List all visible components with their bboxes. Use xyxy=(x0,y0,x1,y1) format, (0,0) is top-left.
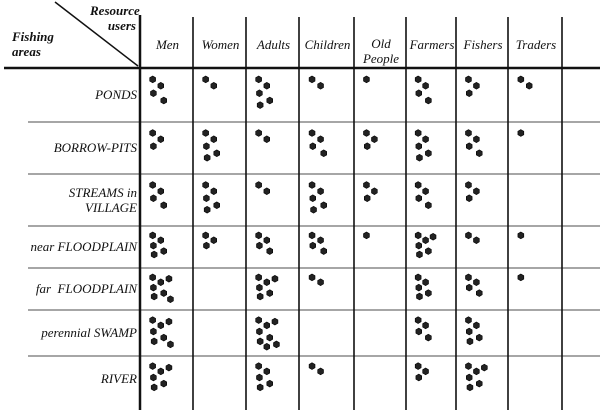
row-label-text: far FLOODPLAIN xyxy=(35,281,137,296)
user-dot xyxy=(423,322,429,329)
user-dot xyxy=(150,232,156,239)
user-dot xyxy=(309,232,315,239)
user-dot xyxy=(474,136,480,143)
user-dot xyxy=(476,380,482,387)
user-dot xyxy=(151,90,157,97)
user-dot xyxy=(151,251,157,258)
user-dot xyxy=(168,341,174,348)
user-dot xyxy=(321,150,327,157)
user-dot xyxy=(151,242,157,249)
user-dot xyxy=(417,154,423,161)
user-dot xyxy=(425,97,431,104)
user-dot xyxy=(518,130,524,137)
user-dot xyxy=(256,274,262,281)
column-header-label: Children xyxy=(304,37,351,52)
user-dot xyxy=(416,195,422,202)
user-dot xyxy=(211,136,217,143)
user-dot xyxy=(257,384,263,391)
user-dot xyxy=(257,102,263,109)
user-dot xyxy=(267,380,273,387)
user-dot xyxy=(416,284,422,291)
user-dot xyxy=(466,76,472,83)
user-dot xyxy=(151,195,157,202)
corner-label-resource-users xyxy=(90,3,140,33)
user-dot xyxy=(364,143,370,150)
user-dot xyxy=(264,188,270,195)
user-dot xyxy=(264,368,270,375)
user-dot xyxy=(416,90,422,97)
user-dot xyxy=(150,182,156,189)
user-dot xyxy=(158,237,164,244)
user-dot xyxy=(466,195,472,202)
user-dot xyxy=(151,328,157,335)
user-dot xyxy=(158,136,164,143)
user-dot xyxy=(211,188,217,195)
user-dot xyxy=(158,188,164,195)
column-header xyxy=(301,37,354,52)
user-dot xyxy=(318,368,324,375)
user-dot xyxy=(256,363,262,370)
user-dot xyxy=(318,188,324,195)
column-header xyxy=(510,37,562,52)
row-label xyxy=(41,325,137,340)
user-dot xyxy=(257,338,263,345)
user-dot xyxy=(415,76,421,83)
user-dot xyxy=(168,296,174,303)
user-dot xyxy=(417,293,423,300)
user-dot xyxy=(526,82,532,89)
user-dot xyxy=(257,242,263,249)
user-dot xyxy=(257,374,263,381)
user-dot xyxy=(257,328,263,335)
user-dot xyxy=(203,232,209,239)
user-dot xyxy=(423,279,429,286)
user-dot xyxy=(264,322,270,329)
user-dot xyxy=(466,130,472,137)
user-dot xyxy=(309,363,315,370)
user-dot xyxy=(415,232,421,239)
user-dot xyxy=(310,143,316,150)
corner-label-fishing-areas xyxy=(12,29,54,59)
user-dot xyxy=(425,150,431,157)
row-label-text: perennial SWAMP xyxy=(41,325,137,340)
user-dot xyxy=(203,182,209,189)
user-dot xyxy=(204,242,210,249)
user-dot xyxy=(256,130,262,137)
user-dot xyxy=(518,76,524,83)
user-dot xyxy=(467,338,473,345)
user-dot xyxy=(466,328,472,335)
user-dot xyxy=(150,130,156,137)
user-dot xyxy=(151,284,157,291)
user-dot xyxy=(267,97,273,104)
row-label xyxy=(101,371,137,386)
user-dot xyxy=(321,202,327,209)
user-dot xyxy=(321,248,327,255)
user-dot xyxy=(274,341,280,348)
user-dot xyxy=(430,233,436,240)
column-header-label-line2: People xyxy=(362,51,400,66)
row-label-text: near FLOODPLAIN xyxy=(30,239,137,254)
user-dot xyxy=(211,237,217,244)
user-dot xyxy=(309,182,315,189)
user-dot xyxy=(415,274,421,281)
user-dot xyxy=(151,338,157,345)
user-dot xyxy=(474,279,480,286)
user-dot xyxy=(467,384,473,391)
user-dot xyxy=(318,237,324,244)
row-label-text-line2: VILLAGE xyxy=(85,200,137,215)
user-dot xyxy=(203,76,209,83)
user-dot xyxy=(214,202,220,209)
user-dot xyxy=(474,368,480,375)
user-dot xyxy=(267,248,273,255)
user-dot xyxy=(518,232,524,239)
user-dot xyxy=(372,188,378,195)
user-dot xyxy=(518,274,524,281)
user-dot xyxy=(423,237,429,244)
user-dot xyxy=(466,317,472,324)
user-dot xyxy=(423,82,429,89)
user-dot xyxy=(310,242,316,249)
user-dot xyxy=(474,188,480,195)
user-dot xyxy=(423,188,429,195)
user-dot xyxy=(318,82,324,89)
row-label-text: STREAMS in xyxy=(68,185,137,200)
user-dot xyxy=(364,76,370,83)
user-dot xyxy=(158,279,164,286)
user-dot xyxy=(203,130,209,137)
user-dot xyxy=(166,364,172,371)
user-dot xyxy=(425,202,431,209)
user-dot xyxy=(264,136,270,143)
user-dot xyxy=(474,237,480,244)
corner-resource-line1: Resource xyxy=(90,3,140,18)
user-dot xyxy=(214,150,220,157)
corner-fishing-line1: Fishing xyxy=(12,29,54,44)
user-dot xyxy=(161,380,167,387)
user-dot xyxy=(423,368,429,375)
user-dot xyxy=(272,318,278,325)
user-dot xyxy=(364,130,370,137)
column-header-label: Adults xyxy=(256,37,291,52)
user-dot xyxy=(481,364,487,371)
user-dot xyxy=(425,248,431,255)
row-label-text: BORROW-PITS xyxy=(53,140,137,155)
user-dot xyxy=(151,293,157,300)
user-dot xyxy=(166,275,172,282)
user-dot xyxy=(161,334,167,341)
user-dot xyxy=(256,182,262,189)
user-dot xyxy=(267,334,273,341)
user-dot xyxy=(166,318,172,325)
user-dot xyxy=(158,82,164,89)
user-dot xyxy=(466,143,472,150)
column-header xyxy=(248,37,299,52)
user-dot xyxy=(372,136,378,143)
row-label-text: RIVER xyxy=(100,371,137,386)
user-dot xyxy=(415,130,421,137)
user-dot xyxy=(257,293,263,300)
user-dot xyxy=(425,290,431,297)
user-dot xyxy=(466,363,472,370)
user-dot xyxy=(204,143,210,150)
user-dot xyxy=(204,195,210,202)
user-dot xyxy=(474,82,480,89)
user-dot xyxy=(476,334,482,341)
user-dot xyxy=(476,150,482,157)
user-dot xyxy=(204,154,210,161)
column-header-label: Old xyxy=(371,36,391,51)
user-dot xyxy=(309,274,315,281)
user-dot xyxy=(318,136,324,143)
user-dot xyxy=(425,334,431,341)
column-header xyxy=(356,36,406,66)
row-label xyxy=(30,239,137,254)
user-dot xyxy=(257,284,263,291)
user-dot xyxy=(415,182,421,189)
user-dot xyxy=(272,275,278,282)
user-dot xyxy=(158,322,164,329)
column-header xyxy=(195,37,246,52)
user-dot xyxy=(416,242,422,249)
user-dot xyxy=(364,182,370,189)
user-dot xyxy=(161,248,167,255)
user-dot xyxy=(466,374,472,381)
user-dot xyxy=(264,82,270,89)
user-dot xyxy=(267,290,273,297)
row-label xyxy=(54,140,137,155)
user-dot xyxy=(151,143,157,150)
user-dot xyxy=(476,290,482,297)
user-dot xyxy=(364,195,370,202)
user-dot xyxy=(151,374,157,381)
user-dot xyxy=(161,290,167,297)
user-dot xyxy=(158,368,164,375)
user-dot xyxy=(150,76,156,83)
user-dot xyxy=(150,363,156,370)
user-dot xyxy=(150,274,156,281)
user-dot xyxy=(257,90,263,97)
row-label xyxy=(95,87,137,102)
user-dot xyxy=(466,284,472,291)
corner-resource-line2: users xyxy=(107,18,136,33)
user-dot xyxy=(256,317,262,324)
user-dot xyxy=(416,143,422,150)
user-dot xyxy=(466,232,472,239)
user-dot xyxy=(264,343,270,350)
column-header-label: Women xyxy=(201,37,240,52)
user-dot xyxy=(161,202,167,209)
user-dot xyxy=(474,322,480,329)
user-dot xyxy=(256,232,262,239)
user-dot xyxy=(151,384,157,391)
user-dot xyxy=(264,237,270,244)
user-dot xyxy=(264,279,270,286)
column-header-label: Farmers xyxy=(409,37,455,52)
user-dot xyxy=(416,328,422,335)
user-dot xyxy=(466,182,472,189)
user-dot xyxy=(309,130,315,137)
user-dot xyxy=(364,232,370,239)
user-dot xyxy=(150,317,156,324)
column-header xyxy=(458,37,508,52)
user-dot xyxy=(417,251,423,258)
row-label xyxy=(69,185,137,215)
user-dot xyxy=(423,136,429,143)
column-header xyxy=(408,37,456,52)
user-dot xyxy=(311,206,317,213)
user-dot xyxy=(309,76,315,83)
row-label-text: PONDS xyxy=(95,87,137,102)
corner-fishing-line2: areas xyxy=(12,44,41,59)
user-dot xyxy=(256,76,262,83)
user-dot xyxy=(415,317,421,324)
column-header xyxy=(142,37,193,52)
user-dot xyxy=(211,82,217,89)
user-dot xyxy=(466,90,472,97)
user-dot xyxy=(466,274,472,281)
user-dot xyxy=(415,363,421,370)
column-header-label: Fishers xyxy=(463,37,503,52)
column-header-label: Men xyxy=(155,37,180,52)
user-dot xyxy=(318,279,324,286)
user-dot xyxy=(416,374,422,381)
user-dot xyxy=(161,97,167,104)
user-dot xyxy=(310,195,316,202)
row-label xyxy=(36,281,137,296)
column-header-label: Traders xyxy=(515,37,557,52)
user-dot xyxy=(204,206,210,213)
